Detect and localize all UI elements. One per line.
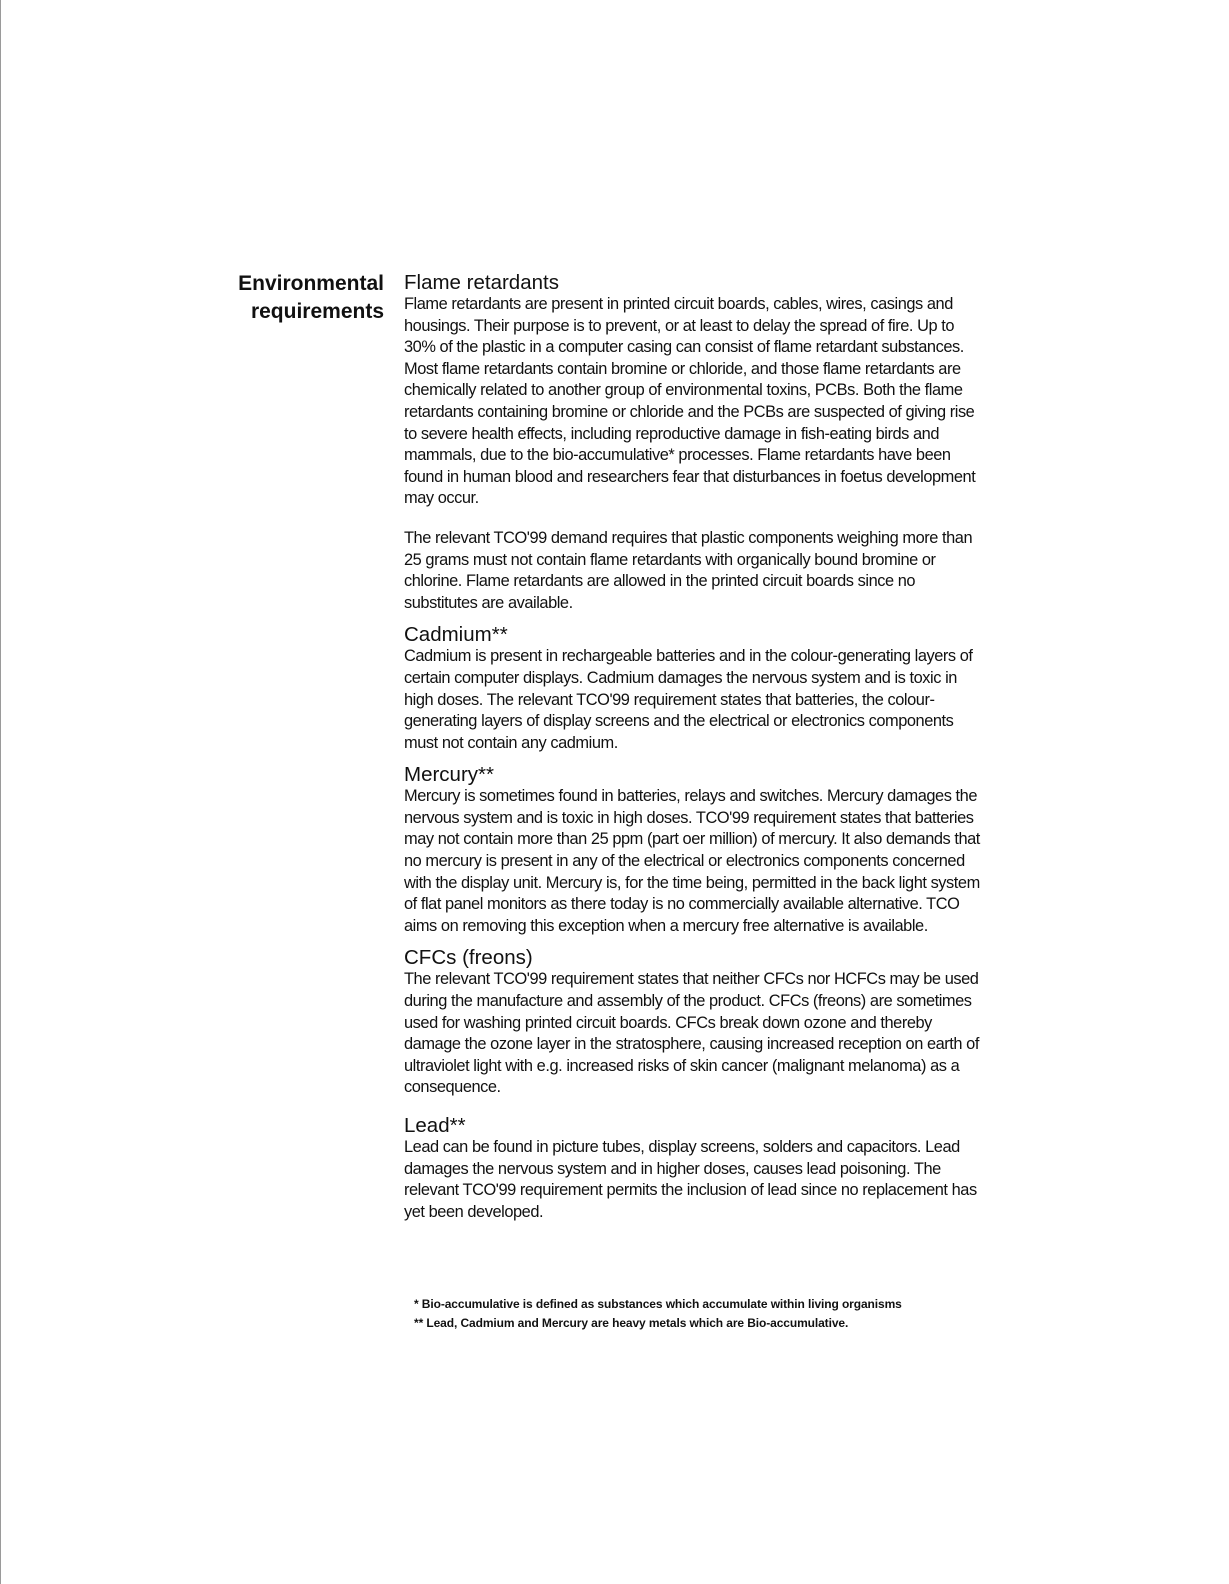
scan-edge-line: [0, 0, 1, 1584]
text-line: must not contain any cadmium.: [404, 733, 618, 752]
text-line: may not contain more than 25 ppm (part oer million) of mercury. It also demands that: [404, 830, 980, 849]
side-heading-line: Environmental: [238, 272, 384, 295]
text-line: certain computer displays. Cadmium damages the nervous system and is toxic in: [404, 668, 957, 687]
text-line: damage the ozone layer in the stratosphere, causing increased reception on earth of: [404, 1035, 979, 1054]
text-line: no mercury is present in any of the electrical or electronics components concerned: [404, 852, 965, 871]
footnotes: [414, 1295, 902, 1333]
text-line: yet been developed.: [404, 1202, 544, 1221]
section-title: Flame retardants: [404, 271, 559, 294]
main-content: [404, 272, 1084, 1223]
text-line: 30% of the plastic in a computer casing can consist of flame retardant substances.: [404, 338, 964, 357]
text-line: Mercury is sometimes found in batteries, relays and switches. Mercury damages the: [404, 787, 977, 806]
text-line: housings. Their purpose is to prevent, or at least to delay the spread of fire. Up to: [404, 316, 955, 335]
text-line: to severe health effects, including reproductive damage in fish-eating birds and: [404, 424, 939, 443]
text-line: nervous system and is toxic in high doses. TCO'99 requirement states that batteries: [404, 808, 974, 827]
section-flame-retardants: [404, 272, 1084, 614]
section-lead: [404, 1115, 1084, 1223]
text-line: consequence.: [404, 1078, 501, 1097]
paragraph: [404, 646, 1084, 754]
text-line: Cadmium is present in rechargeable batteries and in the colour-generating layers of: [404, 647, 973, 666]
section-cadmium: [404, 624, 1084, 754]
side-heading: [200, 270, 384, 326]
text-line: high doses. The relevant TCO'99 requirement states that batteries, the colour-: [404, 690, 935, 709]
text-line: during the manufacture and assembly of the product. CFCs (freons) are sometimes: [404, 992, 972, 1011]
text-line: Flame retardants are present in printed circuit boards, cables, wires, casings and: [404, 295, 953, 313]
text-line: The relevant TCO'99 demand requires that plastic components weighing more than: [404, 528, 973, 547]
text-line: found in human blood and researchers fear that disturbances in foetus development: [404, 467, 976, 486]
section-cfcs: [404, 947, 1084, 1099]
text-line: of flat panel monitors as there today is no commercially available alternative. TCO: [404, 895, 960, 914]
section-title: Lead**: [404, 1114, 466, 1137]
text-line: ultraviolet light with e.g. increased risks of skin cancer (malignant melanoma) as a: [404, 1056, 960, 1075]
footnote: * Bio-accumulative is defined as substances which accumulate within living organisms: [414, 1297, 902, 1311]
text-line: with the display unit. Mercury is, for the time being, permitted in the back light system: [404, 873, 980, 892]
text-line: relevant TCO'99 requirement permits the inclusion of lead since no replacement has: [404, 1181, 977, 1200]
text-line: aims on removing this exception when a mercury free alternative is available.: [404, 916, 928, 935]
section-title: CFCs (freons): [404, 946, 533, 970]
text-line: Lead can be found in picture tubes, display screens, solders and capacitors. Lead: [404, 1138, 960, 1156]
text-line: Most flame retardants contain bromine or chloride, and those flame retardants are: [404, 359, 961, 378]
section-title: Mercury**: [404, 763, 494, 787]
text-line: retardants containing bromine or chloride and the PCBs are suspected of giving rise: [404, 402, 975, 421]
section-title: Cadmium**: [404, 623, 508, 647]
text-line: damages the nervous system and in higher doses, causes lead poisoning. The: [404, 1159, 941, 1178]
side-heading-line: requirements: [250, 300, 384, 323]
text-line: chemically related to another group of environmental toxins, PCBs. Both the flame: [404, 381, 963, 400]
text-line: may occur.: [404, 489, 479, 508]
text-line: 25 grams must not contain flame retardants with organically bound bromine or: [404, 550, 936, 569]
paragraph: [404, 528, 1084, 614]
paragraph: [404, 969, 1084, 1099]
text-line: mammals, due to the bio-accumulative* processes. Flame retardants have been: [404, 446, 951, 465]
text-line: substitutes are available.: [404, 593, 573, 612]
paragraph: [404, 786, 1084, 937]
text-line: chlorine. Flame retardants are allowed in the printed circuit boards since no: [404, 572, 916, 591]
paragraph: [404, 294, 1084, 510]
section-mercury: [404, 764, 1084, 937]
text-line: The relevant TCO'99 requirement states that neither CFCs nor HCFCs may be used: [404, 970, 979, 989]
text-line: generating layers of display screens and the electrical or electronics components: [404, 712, 954, 731]
footnote: ** Lead, Cadmium and Mercury are heavy metals which are Bio-accumulative.: [414, 1316, 849, 1330]
text-line: used for washing printed circuit boards. CFCs break down ozone and thereby: [404, 1013, 932, 1032]
paragraph: [404, 1137, 1084, 1223]
